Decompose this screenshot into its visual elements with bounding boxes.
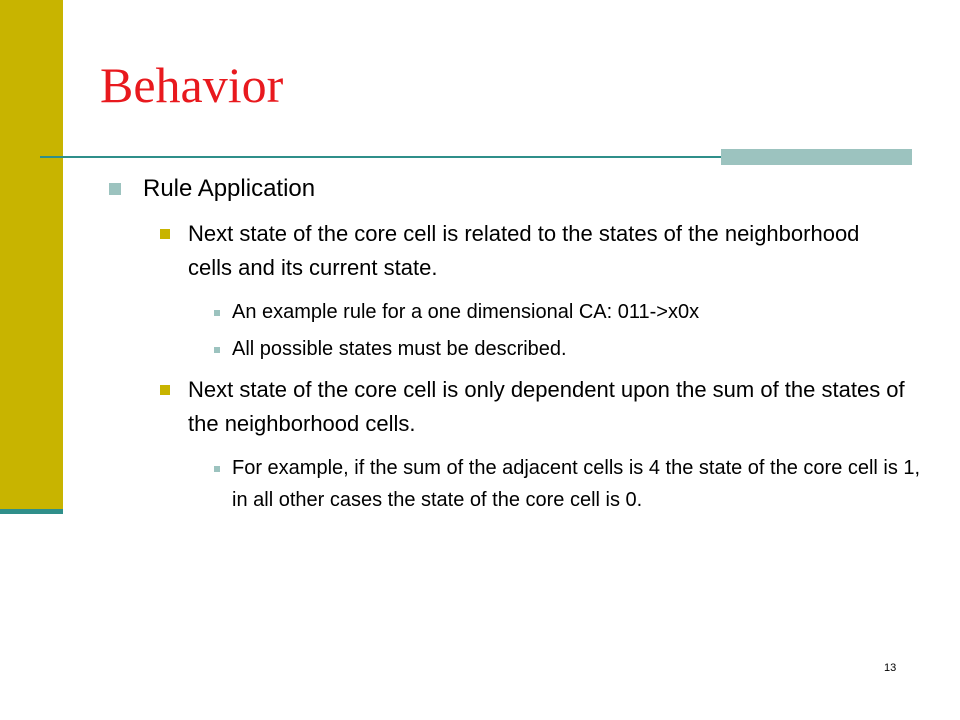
square-bullet-icon xyxy=(160,229,170,239)
square-bullet-icon xyxy=(214,347,220,353)
bullet-text: All possible states must be described. xyxy=(232,338,567,360)
square-bullet-icon xyxy=(160,385,170,395)
page-number: 13 xyxy=(884,662,897,674)
sub-bullet-sum-example xyxy=(232,452,922,516)
slide-title: Behavior xyxy=(100,57,284,113)
square-bullet-icon xyxy=(109,183,121,195)
square-bullet-icon xyxy=(214,310,220,316)
sub-bullet-all-states xyxy=(232,333,922,365)
bullet-related-states xyxy=(188,217,908,285)
sub-bullet-example-rule xyxy=(232,296,922,328)
bullet-text: Next state of the core cell is related to the states of the neighborhood cells and its current state. xyxy=(188,221,860,280)
bullet-text: An example rule for a one dimensional CA: 011->x0x xyxy=(232,301,700,323)
square-bullet-icon xyxy=(214,466,220,472)
bullet-sum-dependent xyxy=(188,373,908,441)
bullet-text: Next state of the core cell is only dependent upon the sum of the states of the neighborhood cells. xyxy=(188,377,905,436)
bullet-text: Rule Application xyxy=(143,175,316,202)
bullet-text: For example, if the sum of the adjacent cells is 4 the state of the core cell is 1, in all other cases the state of the core cell is 0. xyxy=(232,457,921,511)
bullet-rule-application xyxy=(143,174,315,204)
